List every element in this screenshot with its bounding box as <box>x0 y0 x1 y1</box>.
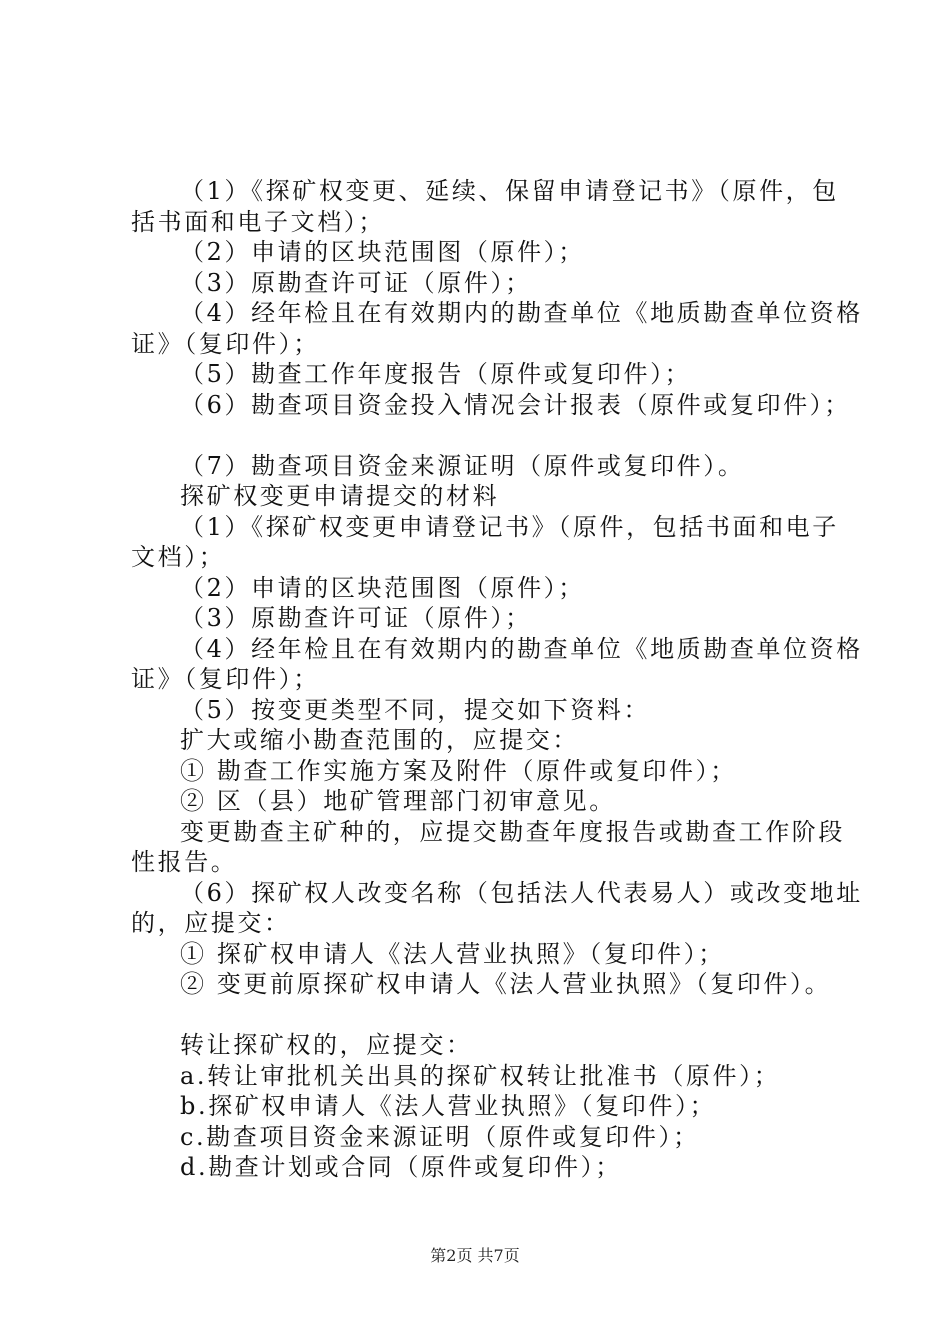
text-line: （5）按变更类型不同，提交如下资料： <box>180 695 651 724</box>
text-line: 变更勘查主矿种的，应提交勘查年度报告或勘查工作阶段 <box>180 817 845 846</box>
text-line: 括书面和电子文档）； <box>131 207 385 236</box>
text-line: c.勘查项目资金来源证明（原件或复印件）； <box>180 1122 700 1151</box>
text-line: 证》（复印件）； <box>131 329 320 358</box>
blank-line <box>131 420 831 451</box>
text-line: （3）原勘查许可证（原件）； <box>180 604 532 632</box>
text-line: （6）探矿权人改变名称（包括法人代表易人）或改变地址 <box>180 878 863 907</box>
document-body <box>131 176 863 1183</box>
text-line: （1）《探矿权变更申请登记书》（原件，包括书面和电子 <box>180 512 839 541</box>
text-line: （2）申请的区块范围图（原件）； <box>180 238 585 266</box>
text-line: （6）勘查项目资金投入情况会计报表（原件或复印件）； <box>180 390 851 419</box>
text-line: 证》（复印件）； <box>131 665 320 693</box>
text-line: b.探矿权申请人《法人营业执照》（复印件）； <box>180 1092 717 1120</box>
text-line: ② 变更前原探矿权申请人《法人营业执照》（复印件）。 <box>180 970 832 998</box>
text-line: （7）勘查项目资金来源证明（原件或复印件）。 <box>180 451 745 480</box>
text-line: （4）经年检且在有效期内的勘查单位《地质勘查单位资格 <box>180 299 863 327</box>
blank-line <box>131 1000 831 1031</box>
text-line: 扩大或缩小勘查范围的，应提交： <box>180 726 579 754</box>
text-line: 转让探矿权的，应提交： <box>180 1031 473 1059</box>
text-line: 文档）； <box>131 543 226 571</box>
page-footer: 第2页 共7页 <box>430 1246 520 1265</box>
text-line: ② 区（县）地矿管理部门初审意见。 <box>180 787 616 815</box>
text-line: 性报告。 <box>131 848 238 876</box>
text-line: （1）《探矿权变更、延续、保留申请登记书》（原件，包 <box>180 177 839 205</box>
text-line: d.勘查计划或合同（原件或复印件）； <box>180 1153 622 1181</box>
text-line: （5）勘查工作年度报告（原件或复印件）； <box>180 360 692 388</box>
text-line: a.转让审批机关出具的探矿权转让批准书（原件）； <box>180 1061 781 1090</box>
text-line: （3）原勘查许可证（原件）； <box>180 268 532 297</box>
text-line: （2）申请的区块范围图（原件）； <box>180 573 585 602</box>
text-line: 的，应提交： <box>131 909 291 937</box>
text-line: 探矿权变更申请提交的材料 <box>180 482 500 510</box>
text-line: ① 勘查工作实施方案及附件（原件或复印件）； <box>180 756 737 785</box>
text-line: ① 探矿权申请人《法人营业执照》（复印件）； <box>180 939 725 968</box>
text-line: （4）经年检且在有效期内的勘查单位《地质勘查单位资格 <box>180 634 863 663</box>
